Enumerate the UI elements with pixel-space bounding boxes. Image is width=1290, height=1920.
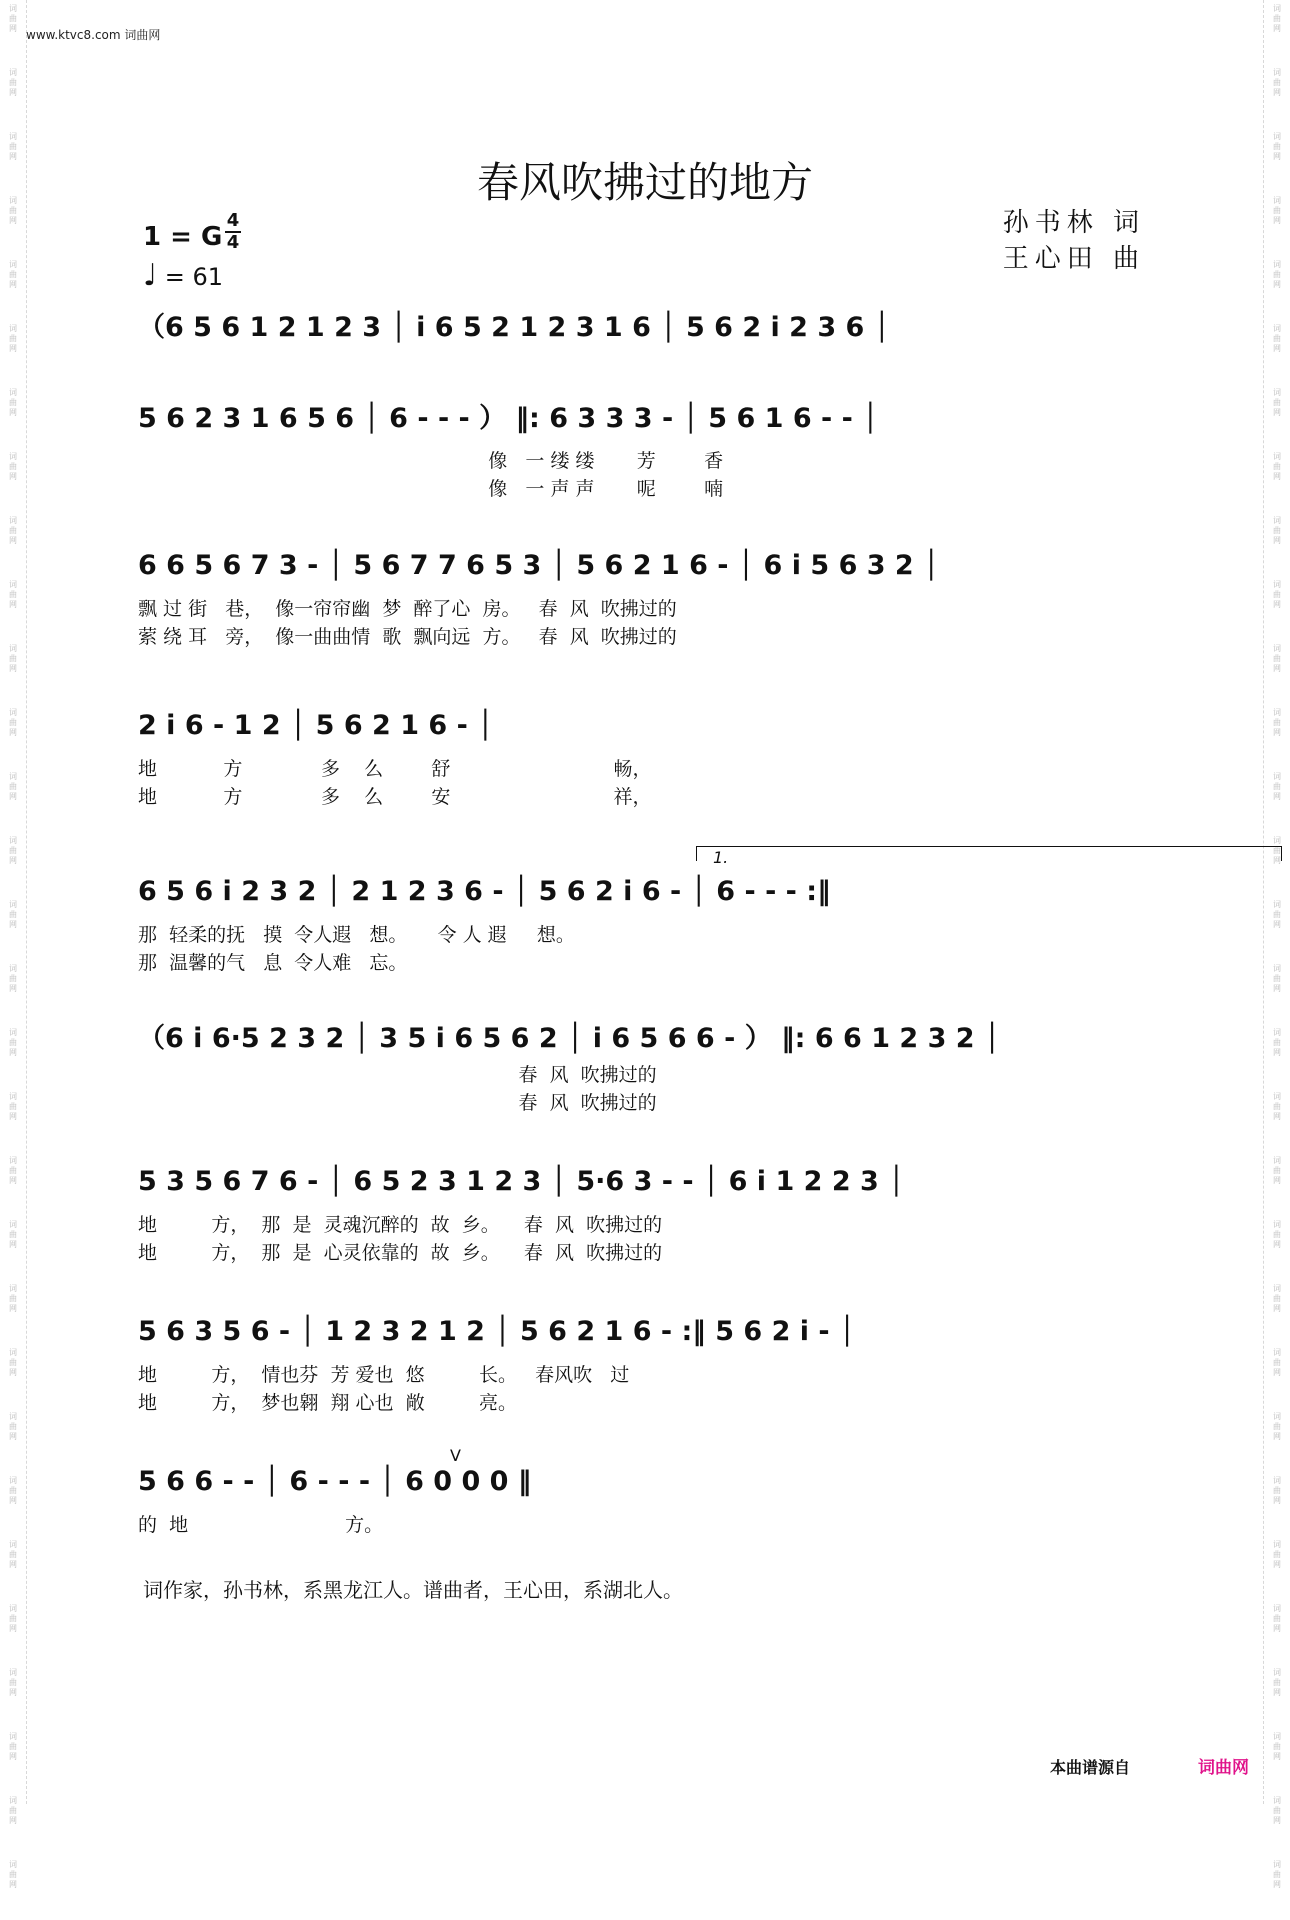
source-label: 本曲谱源自: [1050, 1758, 1131, 1777]
watermark-text: 词 曲 网: [1273, 1540, 1281, 1569]
watermark-text: 词 曲 网: [1273, 4, 1281, 33]
lyrics-verse-1: 地 方 多 么 舒 畅，: [138, 758, 652, 780]
watermark-text: 词 曲 网: [1273, 1092, 1281, 1121]
lyrics-verse-2: 地 方， 那 是 心灵依靠的 故 乡。 春 风 吹拂过的: [138, 1242, 663, 1264]
watermark-text: 词 曲 网: [1273, 580, 1281, 609]
right-watermark-strip: [1264, 0, 1290, 1889]
key-signature: 1 = G: [143, 222, 223, 252]
watermark-text: 词 曲 网: [9, 1668, 17, 1697]
lyrics-verse-2: 地 方， 梦也翱 翔 心也 敞 亮。: [138, 1392, 517, 1414]
watermark-text: 词 曲 网: [1273, 1796, 1281, 1825]
watermark-text: 词 曲 网: [9, 900, 17, 929]
watermark-text: 词 曲 网: [1273, 1732, 1281, 1761]
watermark-text: 词 曲 网: [9, 1156, 17, 1185]
watermark-text: 词 曲 网: [9, 1220, 17, 1249]
tempo-value: = 61: [164, 263, 224, 291]
watermark-text: 词 曲 网: [9, 1348, 17, 1377]
watermark-text: 词 曲 网: [1273, 1412, 1281, 1441]
watermark-text: 词 曲 网: [9, 132, 17, 161]
lyrics-verse-1: 飘 过 街 巷， 像一帘帘幽 梦 醉了心 房。 春 风 吹拂过的: [138, 598, 677, 620]
tempo-marking: [143, 258, 223, 293]
watermark-text: 词 曲 网: [9, 772, 17, 801]
breath-mark: V: [450, 1446, 461, 1465]
watermark-text: 词 曲 网: [9, 1796, 17, 1825]
watermark-text: 词 曲 网: [1273, 900, 1281, 929]
watermark-text: 词 曲 网: [1273, 1348, 1281, 1377]
watermark-text: 词 曲 网: [9, 1860, 17, 1889]
watermark-text: 词 曲 网: [9, 1476, 17, 1505]
watermark-text: 词 曲 网: [1273, 1284, 1281, 1313]
watermark-text: 词 曲 网: [1273, 1156, 1281, 1185]
composer-credit: 王心田 曲: [1002, 244, 1145, 274]
left-watermark-strip: [0, 0, 26, 1889]
author-note: 词作家，孙书林，系黑龙江人。谱曲者，王心田，系湖北人。: [143, 1578, 683, 1602]
watermark-text: 词 曲 网: [9, 964, 17, 993]
watermark-text: 词 曲 网: [1273, 1476, 1281, 1505]
watermark-text: 词 曲 网: [1273, 1028, 1281, 1057]
right-divider: [1263, 0, 1264, 1804]
lyrics-verse-1: 的 地 方。: [138, 1514, 384, 1536]
notation-line: 6 6 5 6 7 3 - │ 5 6 7 7 6 5 3 │ 5 6 2 1 6 - │ 6 i 5 6 3 2 │: [138, 550, 940, 581]
watermark-text: 词 曲 网: [1273, 196, 1281, 225]
lyrics-verse-1: 那 轻柔的抚 摸 令人遐 想。 令 人 遐 想。: [138, 924, 575, 946]
notation-line: 2 i 6 - 1 2 │ 5 6 2 1 6 - │: [138, 710, 494, 741]
notation-line: 5 6 3 5 6 - │ 1 2 3 2 1 2 │ 5 6 2 1 6 - :‖ 5 6 2 i - │: [138, 1316, 856, 1347]
watermark-text: 词 曲 网: [1273, 708, 1281, 737]
watermark-text: 词 曲 网: [9, 4, 17, 33]
notation-line: 6 5 6 i 2 3 2 │ 2 1 2 3 6 - │ 5 6 2 i 6 - │ 6 - - - :‖: [138, 876, 831, 907]
quarter-note-icon: ♩: [143, 258, 158, 293]
watermark-text: 词 曲 网: [1273, 260, 1281, 289]
lyrics-verse-2: 像 一 声 声 呢 喃: [138, 478, 724, 500]
watermark-text: 词 曲 网: [1273, 516, 1281, 545]
watermark-text: 词 曲 网: [9, 68, 17, 97]
lyrics-verse-2: 地 方 多 么 安 祥，: [138, 786, 652, 808]
watermark-text: 词 曲 网: [9, 708, 17, 737]
notation-line: 5 6 6 - - │ 6 - - - │ 6 0 0 0 ‖: [138, 1466, 532, 1497]
lyrics-verse-1: 地 方， 那 是 灵魂沉醉的 故 乡。 春 风 吹拂过的: [138, 1214, 663, 1236]
watermark-text: 词 曲 网: [1273, 452, 1281, 481]
watermark-text: 词 曲 网: [9, 324, 17, 353]
lyrics-verse-1: 春 风 吹拂过的: [138, 1064, 657, 1086]
site-url[interactable]: www.ktvc8.com 词曲网: [26, 28, 161, 42]
notation-line: 5 3 5 6 7 6 - │ 6 5 2 3 1 2 3 │ 5·6 3 - - │ 6 i 1 2 2 3 │: [138, 1166, 905, 1197]
left-divider: [26, 0, 27, 1804]
watermark-text: 词 曲 网: [9, 196, 17, 225]
watermark-text: 词 曲 网: [9, 516, 17, 545]
watermark-text: 词 曲 网: [1273, 68, 1281, 97]
watermark-text: 词 曲 网: [9, 580, 17, 609]
time-signature-top: 4: [226, 210, 240, 231]
watermark-text: 词 曲 网: [1273, 772, 1281, 801]
watermark-text: 词 曲 网: [9, 644, 17, 673]
watermark-text: 词 曲 网: [9, 1732, 17, 1761]
watermark-text: 词 曲 网: [1273, 388, 1281, 417]
time-signature-bottom: 4: [226, 232, 240, 253]
volta-label: 1.: [713, 848, 729, 867]
volta-bracket: [696, 846, 1282, 861]
lyrics-verse-1: 像 一 缕 缕 芳 香: [138, 450, 724, 472]
notation-line: 5 6 2 3 1 6 5 6 │ 6 - - - ） ‖: 6 3 3 3 - │ 5 6 1 6 - - │: [138, 403, 879, 434]
lyrics-verse-2: 春 风 吹拂过的: [138, 1092, 657, 1114]
watermark-text: 词 曲 网: [9, 452, 17, 481]
notation-line: （6 5 6 1 2 1 2 3 │ i 6 5 2 1 2 3 1 6 │ 5 6 2 i 2 3 6 │: [138, 312, 890, 343]
watermark-text: 词 曲 网: [9, 260, 17, 289]
watermark-text: 词 曲 网: [1273, 644, 1281, 673]
lyrics-verse-2: 萦 绕 耳 旁， 像一曲曲情 歌 飘向远 方。 春 风 吹拂过的: [138, 626, 677, 648]
watermark-text: 词 曲 网: [9, 1540, 17, 1569]
watermark-text: 词 曲 网: [9, 1028, 17, 1057]
watermark-text: 词 曲 网: [1273, 1604, 1281, 1633]
watermark-text: 词 曲 网: [1273, 1220, 1281, 1249]
score-title: 春风吹拂过的地方: [476, 158, 813, 207]
notation-line: （6 i 6·5 2 3 2 │ 3 5 i 6 5 6 2 │ i 6 5 6 6 - ） ‖: 6 6 1 2 3 2 │: [138, 1023, 1001, 1054]
lyricist-credit: 孙书林 词: [1002, 208, 1145, 238]
lyrics-verse-2: 那 温馨的气 息 令人难 忘。: [138, 952, 408, 974]
watermark-text: 词 曲 网: [1273, 324, 1281, 353]
watermark-text: 词 曲 网: [9, 1092, 17, 1121]
watermark-text: 词 曲 网: [9, 1284, 17, 1313]
source-brand-link[interactable]: 词曲网: [1198, 1758, 1249, 1778]
watermark-text: 词 曲 网: [1273, 964, 1281, 993]
watermark-text: 词 曲 网: [9, 388, 17, 417]
lyrics-verse-1: 地 方， 情也芬 芳 爱也 悠 长。 春风吹 过: [138, 1364, 630, 1386]
watermark-text: 词 曲 网: [9, 1604, 17, 1633]
watermark-text: 词 曲 网: [1273, 132, 1281, 161]
time-signature: [225, 212, 241, 252]
watermark-text: 词 曲 网: [9, 836, 17, 865]
watermark-text: 词 曲 网: [1273, 836, 1281, 865]
watermark-text: 词 曲 网: [1273, 1668, 1281, 1697]
watermark-text: 词 曲 网: [9, 1412, 17, 1441]
watermark-text: 词 曲 网: [1273, 1860, 1281, 1889]
